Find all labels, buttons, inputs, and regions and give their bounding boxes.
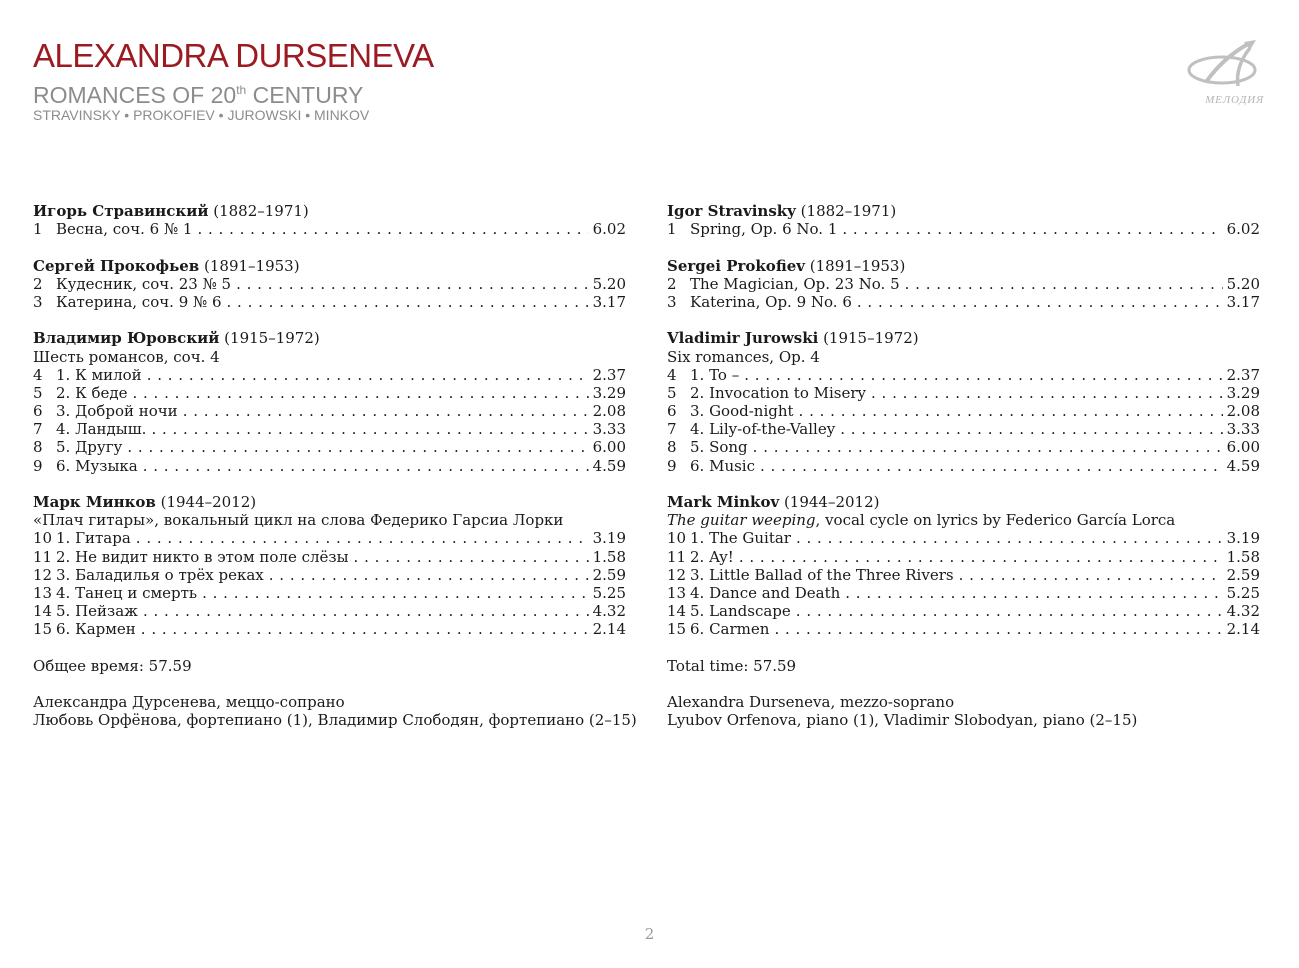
composer-years: (1882–1971) [208, 202, 309, 220]
track-title: 2. Не видит никто в этом поле слёзы [56, 547, 349, 566]
track-title: Spring, Op. 6 No. 1 [690, 220, 838, 239]
track-duration: 5.25 [592, 583, 626, 602]
track-row [33, 420, 626, 438]
cycle-subtitle [33, 511, 626, 529]
composer-group [33, 202, 626, 238]
track-row [33, 457, 626, 475]
track-number: 6 [667, 402, 677, 421]
composer-name: Vladimir Jurowski [667, 329, 819, 348]
dot-leader [132, 384, 588, 402]
track-duration: 5.20 [592, 274, 626, 293]
track-number: 1 [667, 220, 677, 239]
track-duration: 2.08 [592, 402, 626, 421]
dot-leader [871, 384, 1223, 402]
composer-years: (1891–1953) [804, 256, 906, 275]
track-title: 5. Landscape [690, 602, 791, 621]
album-title [33, 82, 434, 108]
composer-name: Mark Minkov [667, 493, 780, 511]
composers-line: STRAVINSKY • PROKOFIEV • JUROWSKI • MINKOV [33, 107, 370, 123]
album-title-main: ROMANCES OF 20 [33, 82, 237, 108]
track-number: 7 [667, 420, 677, 439]
track-duration: 3.29 [592, 383, 626, 402]
track-number: 8 [33, 438, 43, 457]
track-title: 5. Другу [56, 438, 123, 457]
track-row [667, 220, 1260, 238]
track-title: 1. To – [690, 365, 740, 384]
track-number: 9 [33, 456, 43, 475]
composer-years: (1915–1972) [219, 329, 320, 348]
track-row [33, 438, 626, 456]
cycle-subtitle-text: , vocal cycle on lyrics by Federico García Lorca [815, 511, 1176, 530]
dot-leader [197, 220, 588, 238]
melodiya-logo-icon [1186, 40, 1264, 92]
performer-credit: Alexandra Durseneva, mezzo-soprano [667, 693, 955, 712]
cycle-subtitle-text: Шесть романсов, соч. 4 [33, 347, 220, 366]
cycle-subtitle [667, 511, 1260, 529]
track-row [667, 620, 1260, 638]
track-number: 11 [33, 547, 53, 566]
composer-years: (1944–2012) [155, 493, 257, 511]
track-number: 12 [33, 565, 53, 584]
dot-leader [143, 602, 589, 620]
track-row [667, 529, 1260, 547]
track-duration: 5.25 [1226, 583, 1260, 602]
dot-leader [857, 293, 1223, 311]
track-number: 2 [33, 274, 43, 293]
cycle-subtitle [33, 348, 626, 366]
track-title: 6. Музыка [56, 456, 138, 475]
dot-leader [760, 457, 1223, 475]
composer-heading [667, 493, 1260, 511]
track-title: 4. Lily-of-the-Valley [690, 420, 836, 439]
track-title: 2. Ay! [690, 547, 734, 566]
dot-leader [151, 420, 588, 438]
track-duration: 5.20 [1226, 274, 1260, 293]
track-number: 4 [667, 365, 677, 384]
dot-leader [141, 620, 589, 638]
dot-leader [774, 620, 1222, 638]
cycle-subtitle-text: Six romances, Op. 4 [667, 347, 820, 366]
track-duration: 4.59 [592, 456, 626, 475]
track-row [667, 420, 1260, 438]
dot-leader [269, 566, 589, 584]
track-number: 13 [33, 583, 53, 602]
track-row [667, 384, 1260, 402]
track-number: 2 [667, 274, 677, 293]
track-row [33, 566, 626, 584]
track-duration: 3.17 [1226, 292, 1260, 311]
dot-leader [143, 457, 589, 475]
track-row [667, 293, 1260, 311]
total-time: Total time: 57.59 [667, 656, 797, 675]
track-row [33, 402, 626, 420]
track-number: 4 [33, 365, 43, 384]
dot-leader [202, 584, 589, 602]
track-row [667, 438, 1260, 456]
track-duration: 2.14 [592, 620, 626, 639]
composer-name: Владимир Юровский [33, 329, 220, 348]
total-time: Общее время: 57.59 [33, 656, 192, 675]
composer-name: Игорь Стравинский [33, 202, 209, 220]
performer-credit: Любовь Орфёнова, фортепиано (1), Владимир Слободян, фортепиано (2–15) [33, 711, 637, 730]
track-title: 3. Баладилья о трёх реках [56, 565, 264, 584]
track-title: 1. The Guitar [690, 529, 791, 548]
track-title: Весна, соч. 6 № 1 [56, 220, 193, 239]
composer-heading [667, 329, 1260, 347]
composer-group [33, 493, 626, 639]
composer-heading [33, 257, 626, 275]
track-row [33, 293, 626, 311]
track-duration: 3.29 [1226, 383, 1260, 402]
track-number: 9 [667, 456, 677, 475]
tracklist-english [667, 202, 1260, 729]
track-number: 3 [33, 292, 43, 311]
track-row [667, 275, 1260, 293]
track-row [667, 548, 1260, 566]
composer-group [667, 329, 1260, 475]
dot-leader [842, 220, 1222, 238]
composer-years: (1891–1953) [199, 256, 300, 275]
dot-leader [959, 566, 1223, 584]
track-title: 3. Little Ballad of the Three Rivers [690, 565, 954, 584]
track-row [667, 584, 1260, 602]
track-number: 6 [33, 402, 43, 421]
track-title: 3. Good-night [690, 402, 794, 421]
track-duration: 3.33 [1226, 420, 1260, 439]
track-title: Катерина, соч. 9 № 6 [56, 292, 222, 311]
track-number: 8 [667, 438, 677, 457]
composer-heading [667, 257, 1260, 275]
track-duration: 3.19 [1226, 529, 1260, 548]
composer-group [667, 493, 1260, 639]
track-title: 2. Invocation to Misery [690, 383, 867, 402]
track-title: 1. Гитара [56, 529, 131, 548]
composer-name: Igor Stravinsky [667, 202, 796, 220]
track-title: 5. Пейзаж [56, 602, 138, 621]
track-number: 12 [667, 565, 687, 584]
track-title: 4. Ландыш. [56, 420, 147, 439]
composer-years: (1944–2012) [779, 493, 880, 511]
track-row [667, 366, 1260, 384]
track-number: 1 [33, 220, 43, 239]
performer-credit: Александра Дурсенева, меццо-сопрано [33, 693, 345, 712]
track-row [33, 366, 626, 384]
artist-name: ALEXANDRA DURSENEVA [33, 37, 434, 74]
track-title: 4. Танец и смерть [56, 583, 198, 602]
track-duration: 6.02 [592, 220, 626, 239]
track-row [667, 566, 1260, 584]
cycle-subtitle-italic: The guitar weeping [667, 511, 816, 530]
track-number: 7 [33, 420, 43, 439]
track-duration: 3.19 [592, 529, 626, 548]
album-title-end: CENTURY [246, 82, 364, 108]
track-title: 1. К милой [56, 365, 142, 384]
track-row [33, 275, 626, 293]
composer-name: Марк Минков [33, 493, 156, 511]
cycle-subtitle-text: «Плач гитары», вокальный цикл на слова Федерико Гарсиа Лорки [33, 511, 564, 530]
track-title: 6. Music [690, 456, 755, 475]
composer-years: (1915–1972) [818, 329, 919, 348]
track-duration: 6.00 [1226, 438, 1260, 457]
dot-leader [236, 275, 588, 293]
dot-leader [147, 366, 589, 384]
performer-credit: Lyubov Orfenova, piano (1), Vladimir Slobodyan, piano (2–15) [667, 711, 1138, 730]
track-duration: 1.58 [1226, 547, 1260, 566]
dot-leader [799, 402, 1223, 420]
composer-group [33, 257, 626, 312]
track-duration: 4.59 [1226, 456, 1260, 475]
track-row [33, 620, 626, 638]
composer-group [667, 202, 1260, 238]
track-title: Katerina, Op. 9 No. 6 [690, 292, 852, 311]
dot-leader [227, 293, 589, 311]
track-duration: 2.37 [592, 365, 626, 384]
composer-heading [33, 329, 626, 347]
track-number: 3 [667, 292, 677, 311]
track-row [667, 457, 1260, 475]
composer-group [33, 329, 626, 475]
dot-leader [796, 529, 1223, 547]
composer-heading [33, 493, 626, 511]
composer-name: Sergei Prokofiev [667, 256, 805, 275]
track-duration: 2.59 [1226, 565, 1260, 584]
track-title: Кудесник, соч. 23 № 5 [56, 274, 232, 293]
track-number: 10 [667, 529, 687, 548]
track-title: 3. Доброй ночи [56, 402, 178, 421]
track-title: 6. Carmen [690, 620, 770, 639]
track-duration: 4.32 [592, 602, 626, 621]
track-number: 14 [667, 602, 687, 621]
track-row [33, 548, 626, 566]
track-duration: 3.17 [592, 292, 626, 311]
track-row [667, 602, 1260, 620]
dot-leader [753, 438, 1223, 456]
composer-group [667, 257, 1260, 312]
dot-leader [905, 275, 1223, 293]
track-row [33, 584, 626, 602]
dot-leader [840, 420, 1222, 438]
cycle-subtitle [667, 348, 1260, 366]
track-row [33, 529, 626, 547]
dot-leader [739, 548, 1223, 566]
track-row [667, 402, 1260, 420]
melodiya-logo [1186, 40, 1264, 110]
track-row [33, 220, 626, 238]
track-duration: 3.33 [592, 420, 626, 439]
page-number: 2 [644, 925, 655, 943]
composer-years: (1882–1971) [795, 202, 897, 220]
track-duration: 2.59 [592, 565, 626, 584]
logo-text: МЕЛОДИЯ [1205, 94, 1264, 106]
track-number: 5 [667, 383, 677, 402]
track-number: 5 [33, 383, 43, 402]
track-duration: 1.58 [592, 547, 626, 566]
track-number: 15 [667, 620, 687, 639]
track-duration: 6.02 [1226, 220, 1260, 239]
track-row [33, 602, 626, 620]
track-duration: 6.00 [592, 438, 626, 457]
composer-heading [33, 202, 626, 220]
track-number: 11 [667, 547, 687, 566]
track-number: 13 [667, 583, 687, 602]
track-row [33, 384, 626, 402]
track-number: 10 [33, 529, 53, 548]
tracklist-russian [33, 202, 637, 730]
dot-leader [796, 602, 1223, 620]
dot-leader [127, 438, 588, 456]
track-number: 15 [33, 620, 53, 639]
dot-leader [845, 584, 1222, 602]
track-title: 6. Кармен [56, 620, 136, 639]
track-number: 14 [33, 602, 53, 621]
track-title: 5. Song [690, 438, 748, 457]
album-title-sup: th [236, 83, 247, 97]
track-title: The Magician, Op. 23 No. 5 [690, 274, 900, 293]
track-duration: 2.37 [1226, 365, 1260, 384]
track-duration: 2.14 [1226, 620, 1260, 639]
header [33, 38, 434, 123]
composer-heading [667, 202, 1260, 220]
composer-name: Сергей Прокофьев [33, 256, 200, 275]
dot-leader [136, 529, 589, 547]
dot-leader [354, 548, 589, 566]
track-duration: 4.32 [1226, 602, 1260, 621]
dot-leader [183, 402, 589, 420]
track-title: 4. Dance and Death [690, 583, 841, 602]
dot-leader [744, 366, 1222, 384]
track-title: 2. К беде [56, 383, 128, 402]
track-duration: 2.08 [1226, 402, 1260, 421]
